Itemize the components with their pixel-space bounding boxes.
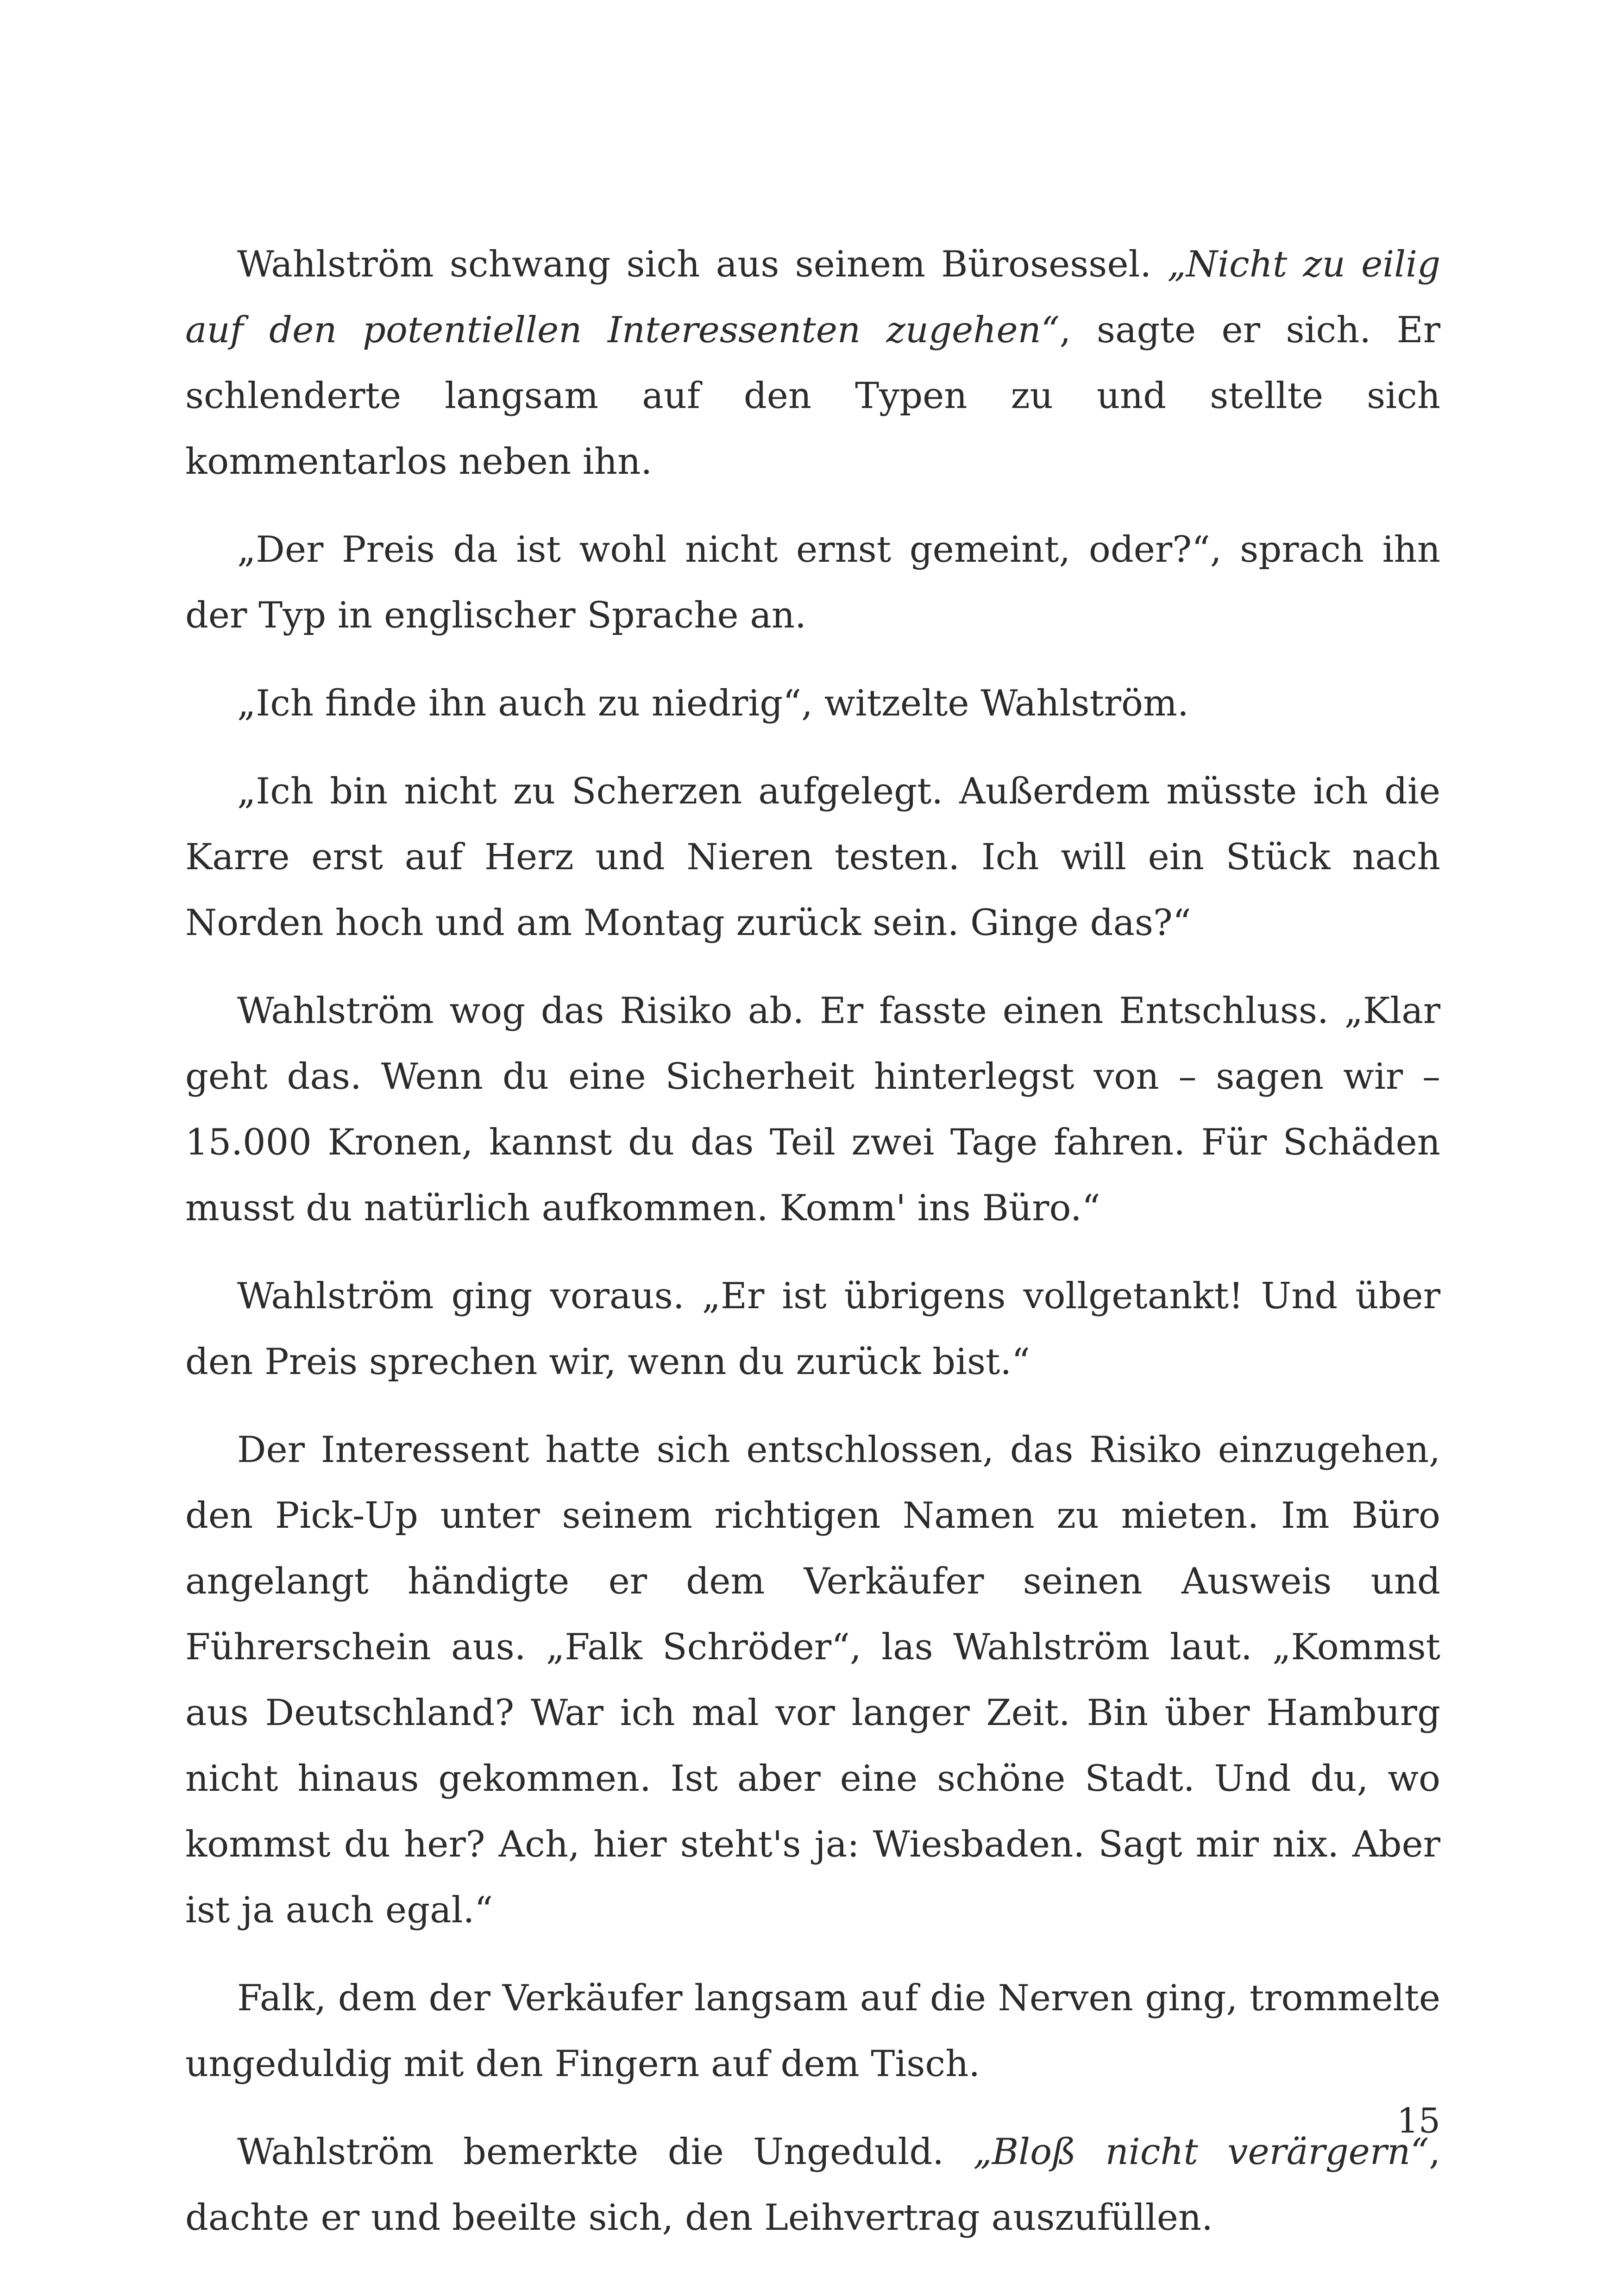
paragraph-6: Wahlström ging voraus. „Er ist übrigens vollgetankt! Und über den Preis sprechen wir, wenn du zurück bist.“ [185,1275,1440,1383]
paragraph-7: Der Interessent hatte sich entschlossen, das Risiko einzugehen, den Pick-Up unter seinem richtigen Namen zu mieten. Im Büro angelangt händigte er dem Verkäufer seinen Ausweis und Führerschein aus. „Falk Schröder“, las Wahlström laut. „Kommst aus Deutschland? War ich mal vor langer Zeit. Bin über Hamburg nicht hinaus gekommen. Ist aber eine schöne Stadt. Und du, wo kommst du her? Ach, hier steht's ja: Wiesbaden. Sagt mir nix. Aber ist ja auch egal.“ [185,1429,1440,1931]
paragraph-8: Falk, dem der Verkäufer langsam auf die Nerven ging, trommelte ungeduldig mit den Fingern auf dem Tisch. [185,1977,1440,2085]
inner-thought: „Nicht zu eilig auf den potentiellen Interessenten zugehen“ [185,244,1440,351]
inner-thought: „Bloß nicht verärgern“ [973,2131,1429,2173]
page-number: 15 [1396,2101,1440,2141]
paragraph-2: „Der Preis da ist wohl nicht ernst gemeint, oder?“, sprach ihn der Typ in englischer Sprache an. [185,529,1440,636]
paragraph-9: Wahlström bemerkte die Ungeduld. „Bloß nicht verärgern“, dachte er und beeilte sich, den Leihvertrag auszufüllen. [185,2131,1440,2239]
body-text [185,232,1440,2273]
paragraph-3: „Ich finde ihn auch zu niedrig“, witzelte Wahlström. [237,683,1189,724]
paragraph-5: Wahlström wog das Risiko ab. Er fasste einen Entschluss. „Klar geht das. Wenn du eine Sicherheit hinterlegst von – sagen wir – 15.000 Kronen, kannst du das Teil zwei Tage fahren. Für Schäden musst du natürlich aufkommen. Komm' ins Büro.“ [185,990,1440,1229]
paragraph-1: Wahlström schwang sich aus seinem Bürosessel. „Nicht zu eilig auf den potentiellen Interessenten zugehen“, sagte er sich. Er schlenderte langsam auf den Typen zu und stellte sich kommentarlos neben ihn. [185,244,1440,483]
paragraph-4: „Ich bin nicht zu Scherzen aufgelegt. Außerdem müsste ich die Karre erst auf Herz und Nieren testen. Ich will ein Stück nach Norden hoch und am Montag zurück sein. Ginge das?“ [185,771,1440,944]
